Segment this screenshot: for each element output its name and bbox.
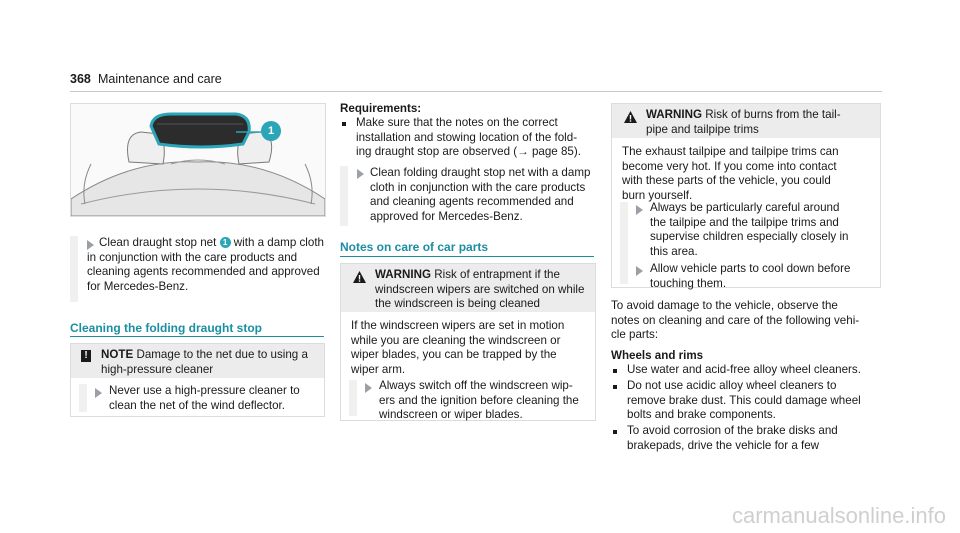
note-step: Never use a high-pressure cleaner to clean the net of the wind deflector. bbox=[109, 384, 300, 412]
step-clean-folding: Clean folding draught stop net with a damp cloth in conjunction with the care products and cleaning agents recommended and approved for Mercedes-Benz. bbox=[370, 166, 591, 223]
note-header: NOTE Damage to the net due to using a high-pressure cleaner bbox=[101, 348, 308, 376]
step-arrow-icon bbox=[357, 169, 364, 179]
figure-draught-stop bbox=[70, 103, 326, 217]
warning-triangle-icon bbox=[353, 271, 366, 283]
wheels-bullet-2: Do not use acidic alloy wheel cleaners to remove brake dust. This could damage wheel bolts and brake components. bbox=[627, 379, 861, 421]
step-bar bbox=[70, 236, 78, 302]
section-title-notes: Notes on care of car parts bbox=[340, 240, 489, 254]
bullet bbox=[613, 385, 617, 389]
step-bar bbox=[620, 202, 628, 284]
section-rule bbox=[340, 256, 594, 257]
step-bar bbox=[340, 166, 348, 226]
step-arrow-icon bbox=[636, 266, 643, 276]
warning-triangle-icon bbox=[624, 111, 637, 123]
warning-step-2: Allow vehicle parts to cool down before touching them. bbox=[650, 262, 851, 290]
requirements-text: Make sure that the notes on the correct installation and stowing location of the fold- ing draught stop are observed (→ page 85). bbox=[356, 116, 581, 158]
page-number: 368 bbox=[70, 72, 91, 86]
step-bar bbox=[349, 380, 357, 416]
callout-1-icon: 1 bbox=[220, 237, 231, 248]
step-clean-net: Clean draught stop net 1 with a damp cloth in conjunction with the care products and cleaning agents recommended and approved for Mercedes-Benz. bbox=[87, 236, 325, 293]
warning-body: The exhaust tailpipe and tailpipe trims can become very hot. If you come into contact with these parts of the vehicle, you could burn yourself. bbox=[622, 145, 839, 202]
warning-step-1: Always be particularly careful around the tailpipe and the tailpipe trims and supervise children especially closely in this area. bbox=[650, 201, 849, 258]
step-arrow-icon bbox=[365, 383, 372, 393]
bullet bbox=[613, 369, 617, 373]
watermark: carmanualsonline.info bbox=[731, 503, 946, 528]
step-arrow-icon bbox=[636, 205, 643, 215]
figure-callout-1: 1 bbox=[261, 121, 281, 141]
section-title-cleaning: Cleaning the folding draught stop bbox=[70, 321, 262, 335]
warning-header: WARNING Risk of entrapment if the windscreen wipers are switched on while the windscreen is being cleaned bbox=[375, 268, 585, 310]
step-bar bbox=[79, 384, 87, 412]
warning-box-entrapment bbox=[340, 263, 596, 421]
section-rule bbox=[70, 336, 324, 337]
warning-box-burns bbox=[611, 103, 881, 288]
intro-paragraph: To avoid damage to the vehicle, observe the notes on cleaning and care of the following vehi- cle parts: bbox=[611, 299, 860, 341]
note-box bbox=[70, 343, 325, 417]
bullet bbox=[342, 122, 346, 126]
note-icon: ! bbox=[81, 350, 91, 362]
header-rule bbox=[70, 91, 882, 92]
step-arrow-icon bbox=[95, 388, 102, 398]
page-header-title: Maintenance and care bbox=[98, 72, 222, 86]
warning-step: Always switch off the windscreen wip- ers and the ignition before cleaning the windscreen or wiper blades. bbox=[379, 379, 579, 421]
wheels-bullet-3: To avoid corrosion of the brake disks and brakepads, drive the vehicle for a few bbox=[627, 424, 838, 452]
warning-body: If the windscreen wipers are set in motion while you are cleaning the windscreen or wiper blades, you can be trapped by the wiper arm. bbox=[351, 319, 565, 376]
wheels-bullet-1: Use water and acid-free alloy wheel cleaners. bbox=[627, 363, 861, 376]
warning-header: WARNING Risk of burns from the tail- pipe and tailpipe trims bbox=[646, 108, 841, 136]
requirements-title: Requirements: bbox=[340, 102, 422, 115]
subsection-title-wheels: Wheels and rims bbox=[611, 349, 704, 362]
bullet bbox=[613, 430, 617, 434]
car-rear-illustration bbox=[71, 104, 325, 216]
